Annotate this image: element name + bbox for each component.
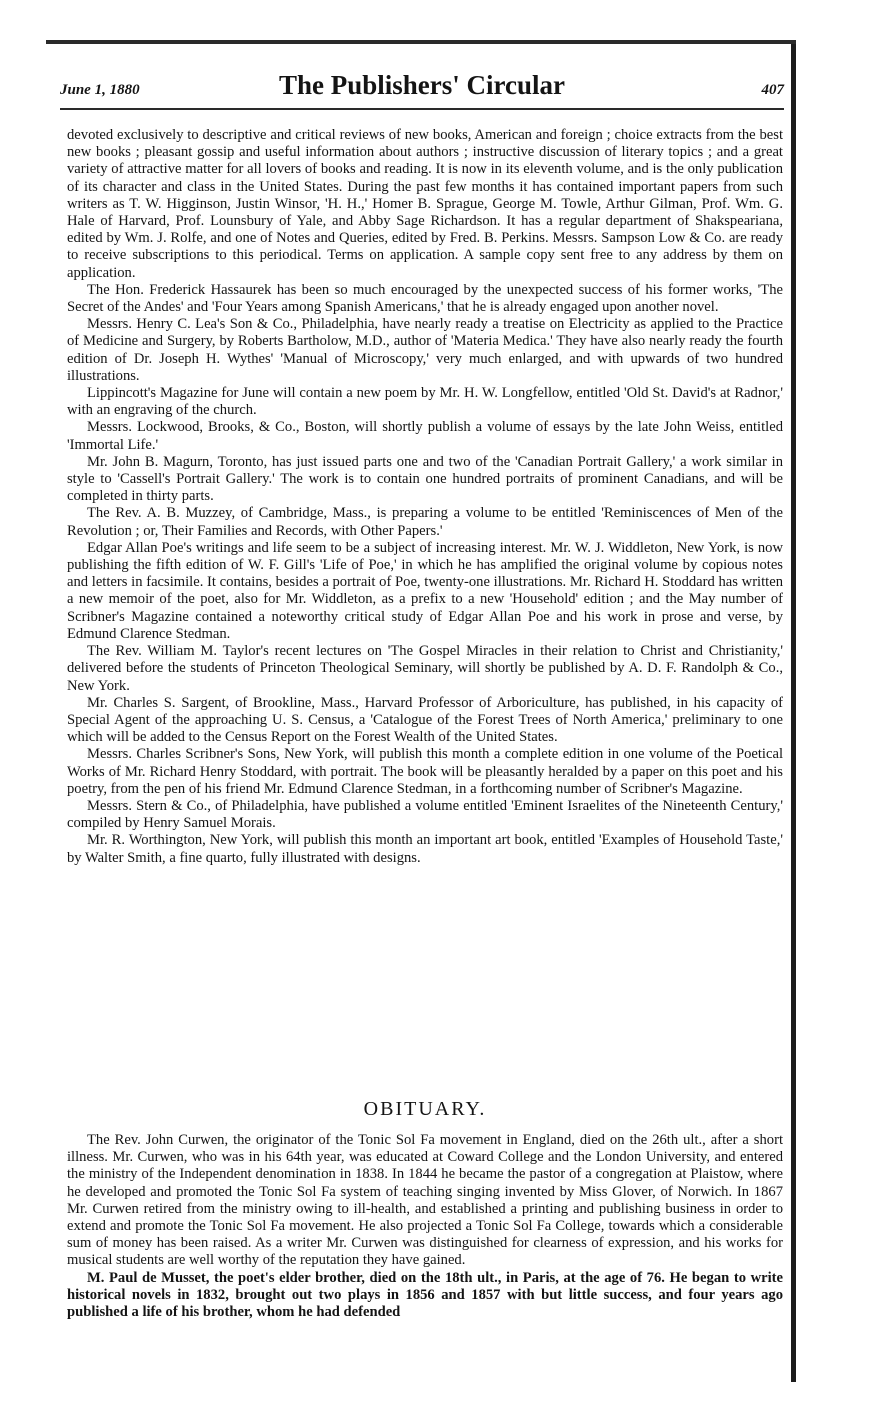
paragraph-magurn: Mr. John B. Magurn, Toronto, has just issued parts one and two of the 'Canadian Portrait Gallery,' a work similar in style to 'Cassell's Portrait Gallery.' The work is to contain one hundred portraits of prominent Canadians, and will be completed in thirty parts.	[67, 453, 783, 505]
paragraph-continued: devoted exclusively to descriptive and critical reviews of new books, American and foreign ; choice extracts from the best new books ; pleasant gossip and useful information about authors ; instructive discussion of literary topics ; and a great variety of attractive matter for all lovers of books and reading. It is now in its eleventh volume, and is the only publication of its character and class in the United States. During the past few months it has contained important papers from such writers as T. W. Higginson, Justin Winsor, 'H. H.,' Homer B. Sprague, George M. Towle, Arthur Gilman, Prof. Wm. G. Hale of Harvard, Prof. Lounsbury of Yale, and Abby Sage Richardson. It has a regular department of Shakspeariana, edited by Wm. J. Rolfe, and one of Notes and Queries, edited by Fred. B. Perkins. Messrs. Sampson Low & Co. are ready to receive subscriptions to this periodical. Terms on application. A sample copy sent free to any address by them on application.	[67, 127, 783, 281]
page-number: 407	[761, 82, 784, 98]
news-column	[67, 127, 783, 867]
top-border-rule	[46, 40, 796, 44]
paragraph-de-musset: M. Paul de Musset, the poet's elder brother, died on the 18th ult., in Paris, at the age of 76. He began to write historical novels in 1832, brought out two plays in 1856 and 1857 with but little success, and four years ago published a life of his brother, whom he had defended	[67, 1269, 783, 1321]
obituary-heading: OBITUARY.	[363, 1098, 487, 1120]
paragraph-poe: Edgar Allan Poe's writings and life seem to be a subject of increasing interest. Mr. W. J. Widdleton, New York, is now publishing the fifth edition of W. F. Gill's 'Life of Poe,' in which he has amplified the original volume by copious notes and letters in facsimile. It contains, besides a portrait of Poe, twenty-one illustrations. Mr. Richard H. Stoddard has written a new memoir of the poet, also for Mr. Widdleton, as a prefix to a new 'Household' edition ; and the May number of Scribner's Magazine contained a noteworthy critical study of Edgar Allan Poe and his work in prose and verse, by Edmund Clarence Stedman.	[67, 539, 783, 642]
paragraph-lippincott: Lippincott's Magazine for June will contain a new poem by Mr. H. W. Longfellow, entitled 'Old St. David's at Radnor,' with an engraving of the church.	[67, 385, 783, 419]
paragraph-stern: Messrs. Stern & Co., of Philadelphia, have published a volume entitled 'Eminent Israelites of the Nineteenth Century,' compiled by Henry Samuel Morais.	[67, 797, 783, 832]
header-date: June 1, 1880	[60, 82, 140, 98]
paragraph-curwen: The Rev. John Curwen, the originator of the Tonic Sol Fa movement in England, died on the 26th ult., after a short illness. Mr. Curwen, who was in his 64th year, was educated at Coward College and the London University, and entered the ministry of the Independent denomination in 1838. In 1844 he became the pastor of a congregation at Plaistow, where he developed and promoted the Tonic Sol Fa system of teaching singing invented by Miss Glover, of Norwich. In 1867 Mr. Curwen retired from the ministry owing to ill-health, and established a printing and publishing business in order to extend and promote the Tonic Sol Fa movement. He also projected a Tonic Sol Fa College, towards which a considerable sum of money has been raised. As a writer Mr. Curwen was distinguished for clearness of expression, and his works for musical students are well worthy of the reputation they have gained.	[67, 1132, 783, 1269]
journal-title: The Publishers' Circular	[278, 70, 566, 100]
paragraph-hassaurek: The Hon. Frederick Hassaurek has been so much encouraged by the unexpected success of his former works, 'The Secret of the Andes' and 'Four Years among Spanish Americans,' that he is already engaged upon another novel.	[67, 281, 783, 316]
right-border-rule	[791, 44, 796, 1382]
page-header	[60, 68, 784, 108]
paragraph-lockwood: Messrs. Lockwood, Brooks, & Co., Boston, will shortly publish a volume of essays by the late John Weiss, entitled 'Immortal Life.'	[67, 419, 783, 453]
paragraph-muzzey: The Rev. A. B. Muzzey, of Cambridge, Mass., is preparing a volume to be entitled 'Reminiscences of Men of the Revolution ; or, Their Families and Records, with Other Papers.'	[67, 505, 783, 539]
paragraph-lea: Messrs. Henry C. Lea's Son & Co., Philadelphia, have nearly ready a treatise on Electricity as applied to the Practice of Medicine and Surgery, by Roberts Bartholow, M.D., author of 'Materia Medica.' They have also nearly ready the fourth edition of Dr. Joseph H. Wythes' 'Manual of Microscopy,' very much enlarged, and with upwards of two hundred illustrations.	[67, 316, 783, 384]
paragraph-scribner: Messrs. Charles Scribner's Sons, New York, will publish this month a complete edition in one volume of the Poetical Works of Mr. Richard Henry Stoddard, with portrait. The book will be pleasantly heralded by a paper on this poet and his poetry, from the pen of his friend Mr. Edmund Clarence Stedman, in a forthcoming number of Scribner's Magazine.	[67, 746, 783, 797]
header-rule	[60, 108, 784, 110]
paragraph-taylor: The Rev. William M. Taylor's recent lectures on 'The Gospel Miracles in their relation to Christ and Christianity,' delivered before the students of Princeton Theological Seminary, will shortly be published by A. D. F. Randolph & Co., New York.	[67, 643, 783, 694]
paragraph-sargent: Mr. Charles S. Sargent, of Brookline, Mass., Harvard Professor of Arboriculture, has published, in his capacity of Special Agent of the approaching U. S. Census, a 'Catalogue of the Forest Trees of North America,' preliminary to one which will be added to the Census Report on the Forest Wealth of the United States.	[67, 694, 783, 746]
obituary-column	[67, 1132, 783, 1321]
paragraph-worthington: Mr. R. Worthington, New York, will publish this month an important art book, entitled 'Examples of Household Taste,' by Walter Smith, a fine quarto, fully illustrated with designs.	[67, 832, 783, 866]
